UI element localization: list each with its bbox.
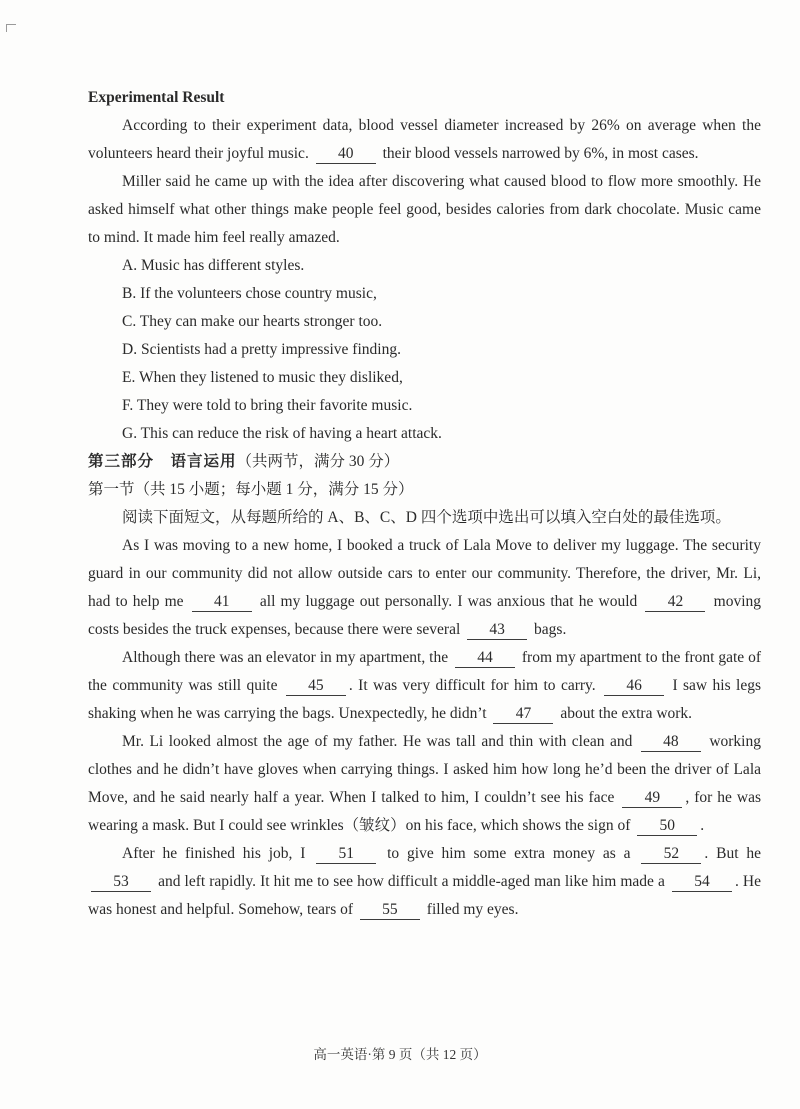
para-cloze-3-text: , for he was wearing a mask. But I could see wrinkles（皱纹）on his face, which shows the sign of: [88, 789, 761, 834]
blank-55: 55: [360, 900, 420, 920]
blank-42: 42: [645, 592, 705, 612]
para-experiment-data: [88, 112, 761, 168]
heading-experimental-result: Experimental Result: [88, 89, 225, 106]
para-cloze-4-text: After he finished his job, I: [122, 845, 314, 862]
blank-52: 52: [641, 844, 701, 864]
option-g: G. This can reduce the risk of having a heart attack.: [122, 425, 442, 442]
para-experiment-data-text: their blood vessels narrowed by 6%, in most cases.: [378, 145, 699, 162]
blank-40: 40: [316, 144, 376, 164]
para-experiment-data-text: According to their experiment data, blood vessel diameter increased by 26% on average when the volunteers heard their joyful music.: [88, 117, 761, 162]
page-footer: 高一英语·第 9 页（共 12 页）: [313, 1047, 487, 1062]
para-cloze-4: [88, 840, 761, 924]
blank-51: 51: [316, 844, 376, 864]
para-cloze-3-text: .: [700, 817, 705, 834]
part3-header-rest: （共两节，满分 30 分）: [236, 453, 400, 470]
para-cloze-1-text: As I was moving to a new home, I booked a truck of Lala Move to deliver my luggage. The security guard in our community did not allow outside cars to enter our community. Therefore, the driver, Mr. Li, had to help me: [88, 537, 761, 610]
para-cloze-1-text: bags.: [530, 621, 567, 638]
para-cloze-1-text: moving costs besides the truck expenses, because there were several: [88, 593, 761, 638]
para-cloze-1: [88, 532, 761, 644]
option-d: D. Scientists had a pretty impressive finding.: [122, 341, 401, 358]
options-list: [88, 252, 761, 448]
blank-44: 44: [455, 648, 515, 668]
part3-header: [88, 448, 761, 476]
para-cloze-2: [88, 644, 761, 728]
para-cloze-4-text: . But he: [704, 845, 762, 862]
option-b: B. If the volunteers chose country music,: [122, 285, 377, 302]
para-cloze-4-text: to give him some extra money as a: [379, 845, 639, 862]
crop-mark-icon: [6, 24, 16, 32]
para-cloze-2-text: from my apartment to the front gate of the community was still quite: [88, 649, 761, 694]
blank-49: 49: [622, 788, 682, 808]
para-cloze-instructions: [88, 504, 761, 532]
blank-47: 47: [493, 704, 553, 724]
para-cloze-3-text: working clothes and he didn’t have gloves when carrying things. I asked him how long he’d been the driver of Lala Move, and he said nearly half a year. When I talked to him, I couldn’t see his face: [88, 733, 761, 806]
document-body: [88, 84, 761, 924]
para-cloze-2-text: Although there was an elevator in my apartment, the: [122, 649, 452, 666]
option-a: A. Music has different styles.: [122, 257, 305, 274]
blank-50: 50: [637, 816, 697, 836]
blank-46: 46: [604, 676, 664, 696]
option-c: C. They can make our hearts stronger too.: [122, 313, 383, 330]
part3-header-title: 第三部分 语言运用: [88, 453, 237, 470]
para-cloze-2-text: . It was very difficult for him to carry.: [348, 677, 602, 694]
blank-45: 45: [286, 676, 346, 696]
para-miller-text: Miller said he came up with the idea after discovering what caused blood to flow more smoothly. He asked himself what other things make people feel good, besides calories from dark chocolate. Music came to mind. It made him feel really amazed.: [88, 173, 761, 246]
section1-header: 第一节（共 15 小题；每小题 1 分，满分 15 分）: [88, 481, 414, 498]
blank-48: 48: [641, 732, 701, 752]
para-cloze-3-text: Mr. Li looked almost the age of my father. He was tall and thin with clean and: [122, 733, 638, 750]
option-e: E. When they listened to music they disliked,: [122, 369, 403, 386]
para-cloze-4-text: and left rapidly. It hit me to see how difficult a middle-aged man like him made a: [154, 873, 669, 890]
para-cloze-4-text: . He was honest and helpful. Somehow, tears of: [88, 873, 761, 918]
blank-53: 53: [91, 872, 151, 892]
option-f: F. They were told to bring their favorite music.: [122, 397, 413, 414]
para-cloze-2-text: I saw his legs shaking when he was carrying the bags. Unexpectedly, he didn’t: [88, 677, 761, 722]
para-cloze-3: [88, 728, 761, 840]
blank-43: 43: [467, 620, 527, 640]
para-cloze-4-text: filled my eyes.: [422, 901, 519, 918]
blank-54: 54: [672, 872, 732, 892]
blank-41: 41: [192, 592, 252, 612]
para-cloze-2-text: about the extra work.: [556, 705, 693, 722]
para-cloze-1-text: all my luggage out personally. I was anxious that he would: [254, 593, 643, 610]
para-cloze-instructions-text: 阅读下面短文，从每题所给的 A、B、C、D 四个选项中选出可以填入空白处的最佳选项。: [122, 509, 731, 526]
para-miller: [88, 168, 761, 252]
